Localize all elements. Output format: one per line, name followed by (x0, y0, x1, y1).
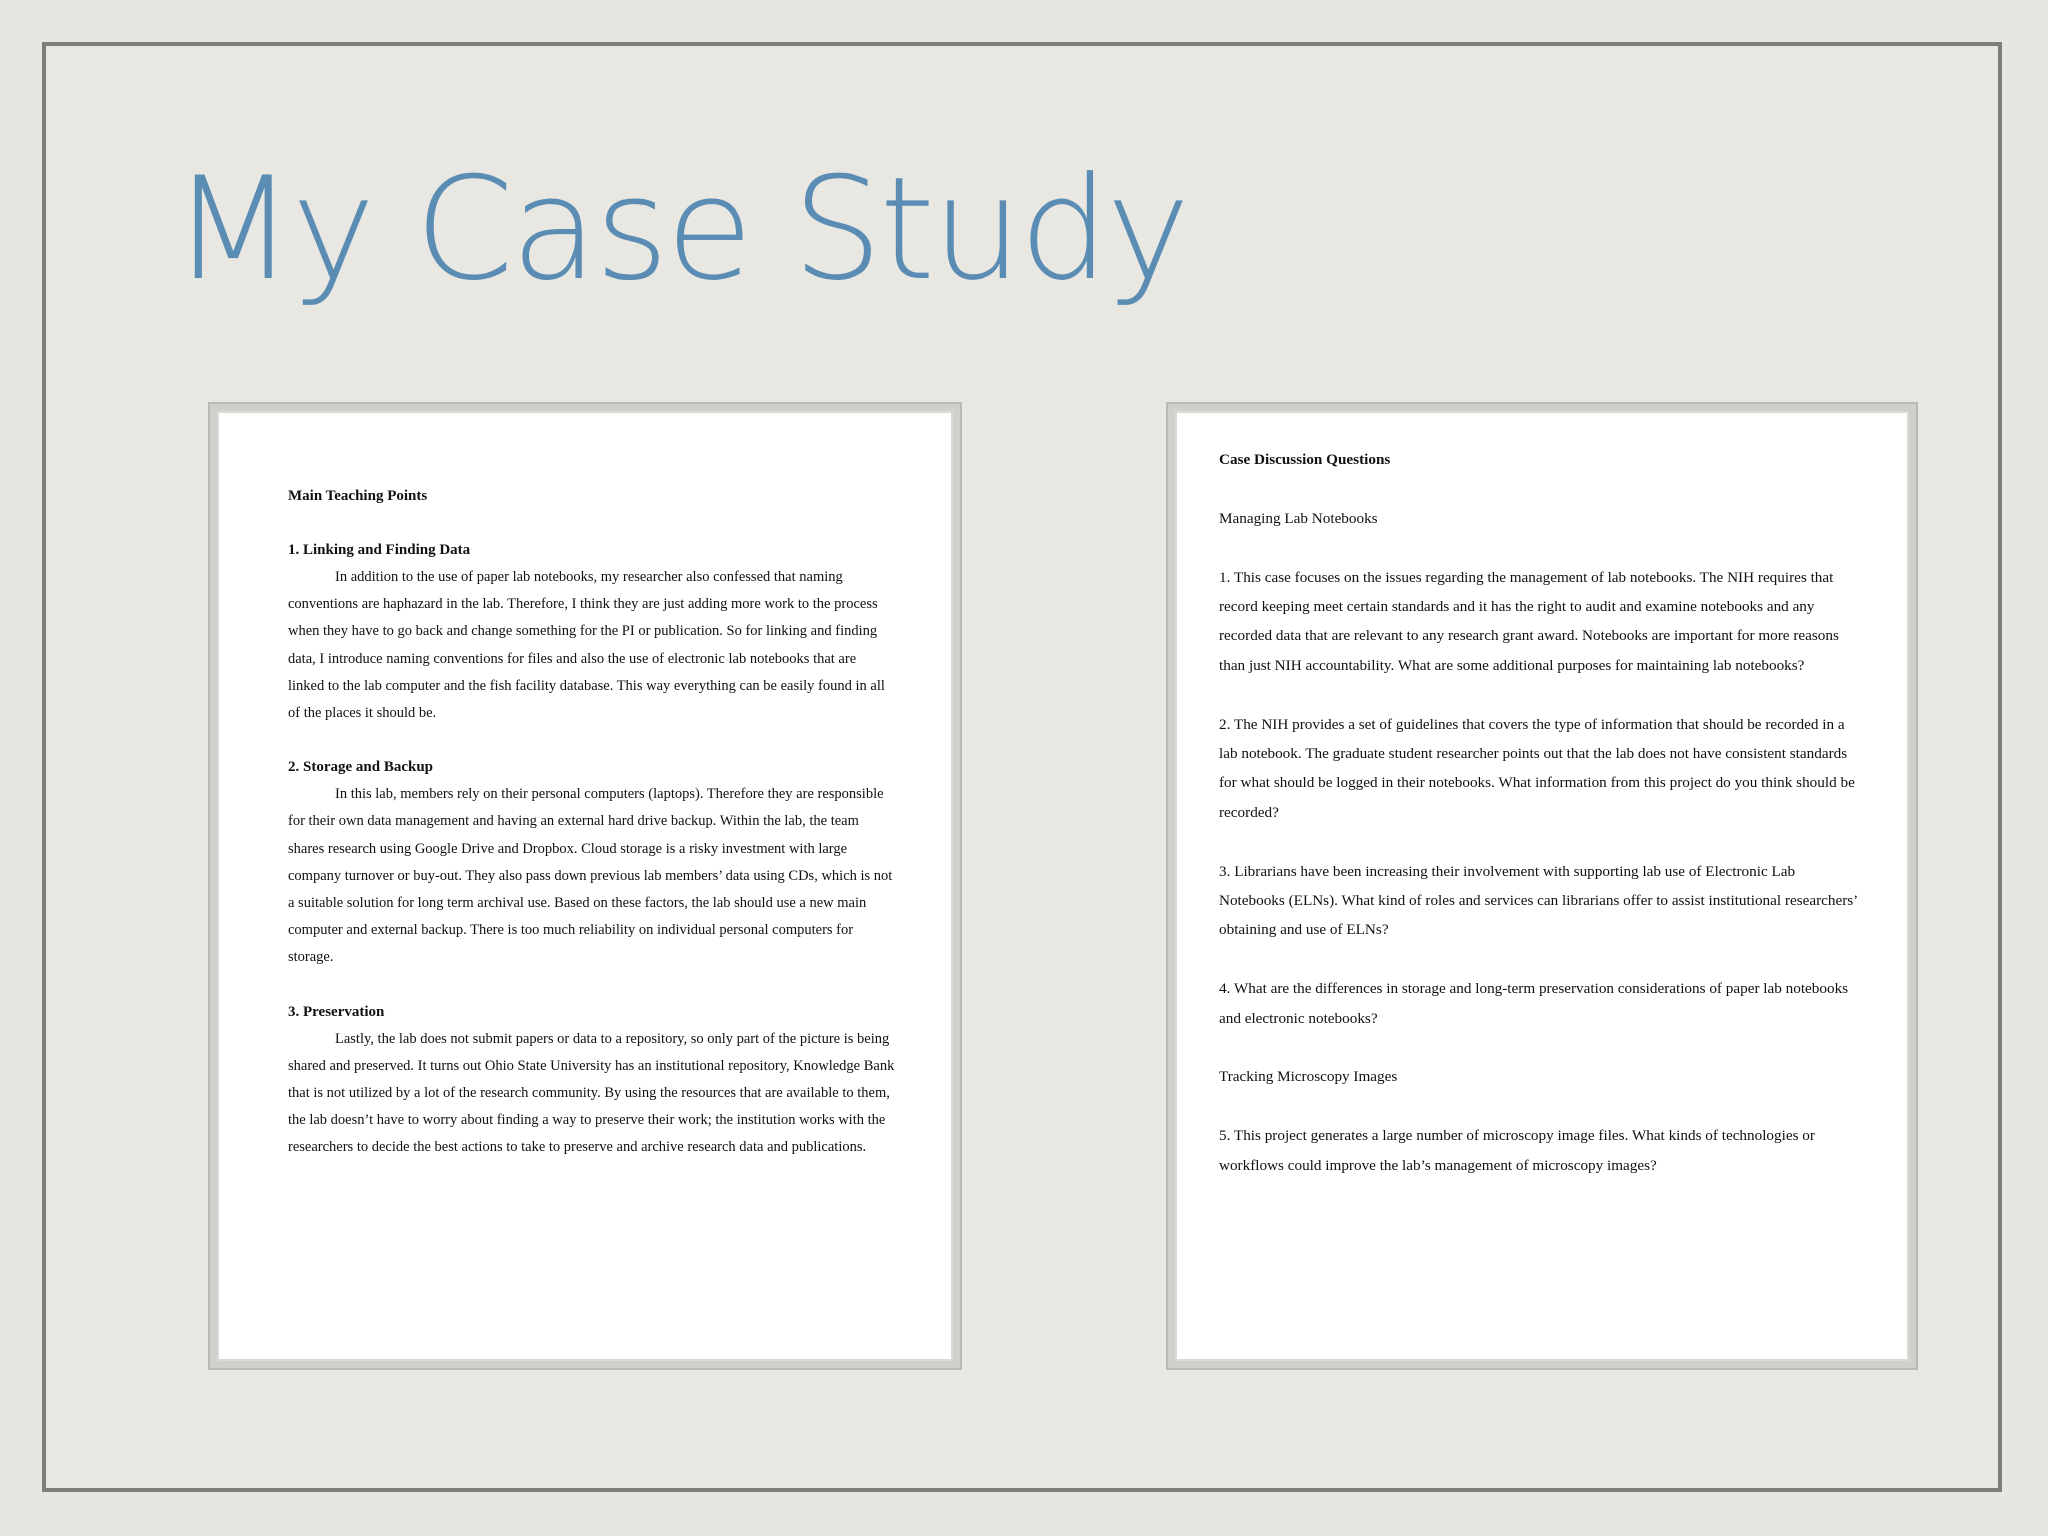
discussion-questions-document (1168, 404, 1916, 1368)
slide-title: My Case Study (172, 147, 1188, 312)
discussion-questions-page (1175, 411, 1909, 1361)
section-title: 1. Linking and Finding Data (288, 542, 471, 558)
section-body: In this lab, members rely on their personal computers (laptops). Therefore they are responsible for their own data management and having an external hard drive backup. Within the lab, the team shares research using Google Drive and Dropbox. Cloud storage is a risky investment with large company turnover or buy-out. They also pass down previous lab members’ data using CDs, which is not a suitable solution for long term archival use. Based on these factors, the lab should use a new main computer and external backup. There is too much reliability on individual personal computers for storage. (288, 786, 893, 966)
question-5: 5. This project generates a large number of microscopy image files. What kinds of technologies or workflows could improve the lab’s management of microscopy images? (1219, 1127, 1815, 1174)
section-body: In addition to the use of paper lab notebooks, my researcher also confessed that naming conventions are haphazard in the lab. Therefore, I think they are just adding more work to the process when they have to go back and change something for the PI or publication. So for linking and finding data, I introduce naming conventions for files and also the use of electronic lab notebooks that are linked to the lab computer and the fish facility database. This way everything can be easily found in all of the places it should be. (288, 569, 885, 722)
doc-heading: Main Teaching Points (288, 488, 428, 504)
question-2: 2. The NIH provides a set of guidelines that covers the type of information that should be recorded in a lab notebook. The graduate student researcher points out that the lab does not have consistent standards for what should be logged in their notebooks. What information from this project do you think should be recorded? (1219, 715, 1855, 821)
subheading: Managing Lab Notebooks (1219, 509, 1378, 527)
teaching-points-document (210, 404, 960, 1368)
doc-heading: Case Discussion Questions (1219, 451, 1391, 468)
question-3: 3. Librarians have been increasing their involvement with supporting lab use of Electronic Lab Notebooks (ELNs). What kind of roles and services can librarians offer to assist institutional researchers’ obtaining and use of ELNs? (1219, 862, 1858, 939)
subheading: Tracking Microscopy Images (1219, 1068, 1398, 1086)
question-4: 4. What are the differences in storage and long-term preservation considerations of paper lab notebooks and electronic notebooks? (1219, 980, 1849, 1027)
question-1: 1. This case focuses on the issues regarding the management of lab notebooks. The NIH requires that record keeping meet certain standards and it has the right to audit and examine notebooks and any recorded data that are relevant to any research grant award. Notebooks are important for more reasons than just NIH accountability. What are some additional purposes for maintaining lab notebooks? (1219, 568, 1839, 674)
section-title: 3. Preservation (288, 1003, 385, 1020)
section-body: Lastly, the lab does not submit papers or data to a repository, so only part of the picture is being shared and preserved. It turns out Ohio State University has an institutional repository, Knowledge Bank that is not utilized by a lot of the research community. By using the resources that are available to them, the lab doesn’t have to worry about finding a way to preserve their work; the institution works with the researchers to decide the best actions to take to preserve and archive research data and publications. (288, 1030, 895, 1156)
teaching-points-page (217, 411, 953, 1361)
section-title: 2. Storage and Backup (288, 759, 434, 776)
